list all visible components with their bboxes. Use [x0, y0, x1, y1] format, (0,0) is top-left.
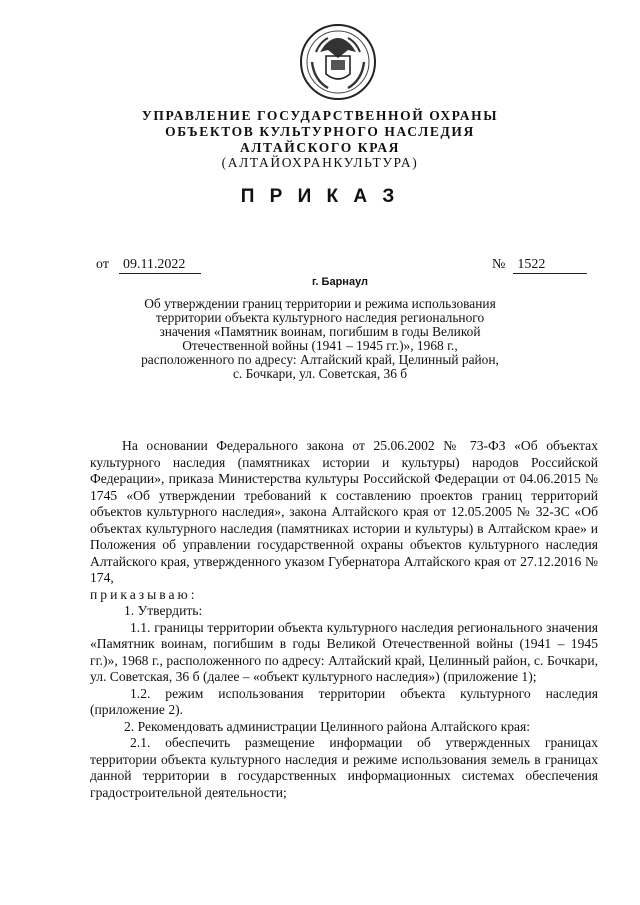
item-2: 2. Рекомендовать администрации Целинного района Алтайского края: [124, 718, 531, 734]
item-2-1: 2.1. обеспечить размещение информации об утвержденных границах территории объекта культурного наследия и режиме использования земель в границах данной территории в государственных информационных системах обеспечения градостроительной деятельности; [90, 735, 598, 800]
item-1-2: 1.2. режим использования территории объекта культурного наследия (приложение 2). [90, 685, 598, 717]
coat-of-arms-emblem [298, 22, 378, 102]
subject-line-1: Об утверждении границ территории и режима использования [144, 296, 496, 311]
intro-paragraph: На основании Федерального закона от 25.06.2002 № 73-ФЗ «Об объектах культурного наследия (памятниках истории и культуры) народов Российской Федерации», приказа Министерства культуры Российской Федерации от 04.06.2015 № 1745 «Об утверждении требований к составлению проектов границ территорий объектов культурного наследия», закона Алтайского края от 12.05.2005 № 32-ЗС «Об объектах культурного наследия (памятниках истории и культуры) в Алтайском крае» и Положения об управлении государственной охраны объектов культурного наследия Алтайского края, утвержденного указом Губернатора Алтайского края от 27.12.2016 № 174, [90, 438, 598, 585]
date-prefix: от [96, 257, 109, 272]
document-body [90, 438, 598, 801]
number-prefix: № [492, 257, 506, 272]
number-field [492, 257, 587, 274]
order-statement: приказываю: [90, 586, 198, 602]
city-label: г. Барнаул [311, 276, 369, 288]
date-field [96, 257, 201, 274]
item-1: 1. Утвердить: [124, 603, 203, 618]
document-type-title: П Р И К А З [240, 186, 400, 207]
item-1-1: 1.1. границы территории объекта культурного наследия регионального значения «Памятник воинам, погибшим в годы Великой Отечественной войны (1941 – 1945 гг.)», 1968 г., расположенного по адресу: Алтайский край, Целинный район, с. Бочкари, ул. Советская, 36 б (далее – «объект культурного наследия») (приложение 1); [90, 619, 598, 684]
subject-line-6: с. Бочкари, ул. Советская, 36 б [232, 366, 408, 381]
organization-name-line-2: ОБЪЕКТОВ КУЛЬТУРНОГО НАСЛЕДИЯ [165, 124, 475, 139]
organization-name-line-3: АЛТАЙСКОГО КРАЯ [239, 140, 401, 155]
subject-line-4: Отечественной войны (1941 – 1945 гг.)», 1968 г., [182, 338, 458, 353]
organization-short-name: (АЛТАЙОХРАНКУЛЬТУРА) [221, 155, 419, 170]
subject-line-2: территории объекта культурного наследия регионального [155, 310, 485, 325]
organization-name-line-1: УПРАВЛЕНИЕ ГОСУДАРСТВЕННОЙ ОХРАНЫ [141, 108, 499, 123]
subject-line-3: значения «Памятник воинам, погибшим в годы Великой [159, 324, 481, 339]
subject-line-5: расположенного по адресу: Алтайский край, Целинный район, [141, 352, 499, 367]
document-number: 1522 [513, 257, 587, 274]
document-date: 09.11.2022 [119, 257, 201, 274]
